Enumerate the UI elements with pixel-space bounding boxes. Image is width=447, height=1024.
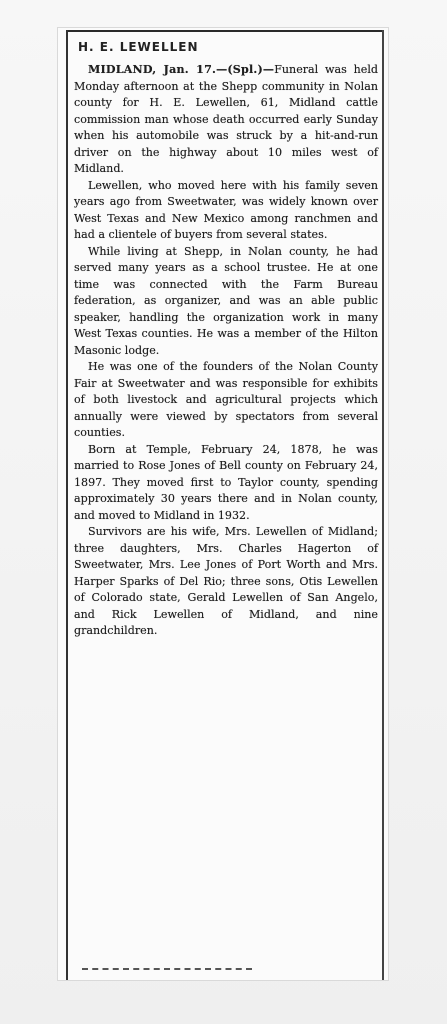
paragraph-text: Funeral was held Monday afternoon at the Shepp community in Nolan county for H. E. Lewellen, 61, Midland cattle commission man whose death occurred early Sunday when his automobile was struck by a hit-and-run driver on the highway about 10 miles west of Midland. [74, 63, 378, 175]
cut-off-next-headline [82, 966, 342, 974]
article-paragraph: While living at Shepp, in Nolan county, he had served many years as a school trustee. He at one time was connected with the Farm Bureau federation, as organizer, and was an able public speaker, handling the organization work in many West Texas counties. He was a member of the Hilton Masonic lodge. [74, 244, 378, 357]
clipping-left-rule [66, 30, 68, 980]
dateline: MIDLAND, Jan. 17.—(Spl.)— [88, 63, 275, 76]
article-paragraph: Born at Temple, February 24, 1878, he was married to Rose Jones of Bell county on February 24, 1897. They moved first to Taylor county, spending approximately 30 years there and in Nolan county, and moved to Midland in 1932. [74, 442, 378, 522]
clipping-right-rule [382, 30, 384, 980]
article-paragraph: Survivors are his wife, Mrs. Lewellen of Midland; three daughters, Mrs. Charles Hagerton of Sweetwater, Mrs. Lee Jones of Port Worth and Mrs. Harper Sparks of Del Rio; three sons, Otis Lewellen of Colorado state, Gerald Lewellen of San Angelo, and Rick Lewellen of Midland, and nine grandchildren. [74, 525, 378, 637]
article-paragraph: Lewellen, who moved here with his family seven years ago from Sweetwater, was widely known over West Texas and New Mexico among ranchmen and had a clientele of buyers from several states. [74, 178, 378, 241]
clipping-top-rule [66, 30, 384, 32]
article-paragraph [74, 62, 378, 178]
obituary-headline: H. E. LEWELLEN [78, 40, 199, 54]
obituary-body [74, 62, 378, 640]
article-paragraph: He was one of the founders of the Nolan County Fair at Sweetwater and was responsible for exhibits of both livestock and agricultural projects which annually were viewed by spectators from several counties. [74, 360, 378, 439]
